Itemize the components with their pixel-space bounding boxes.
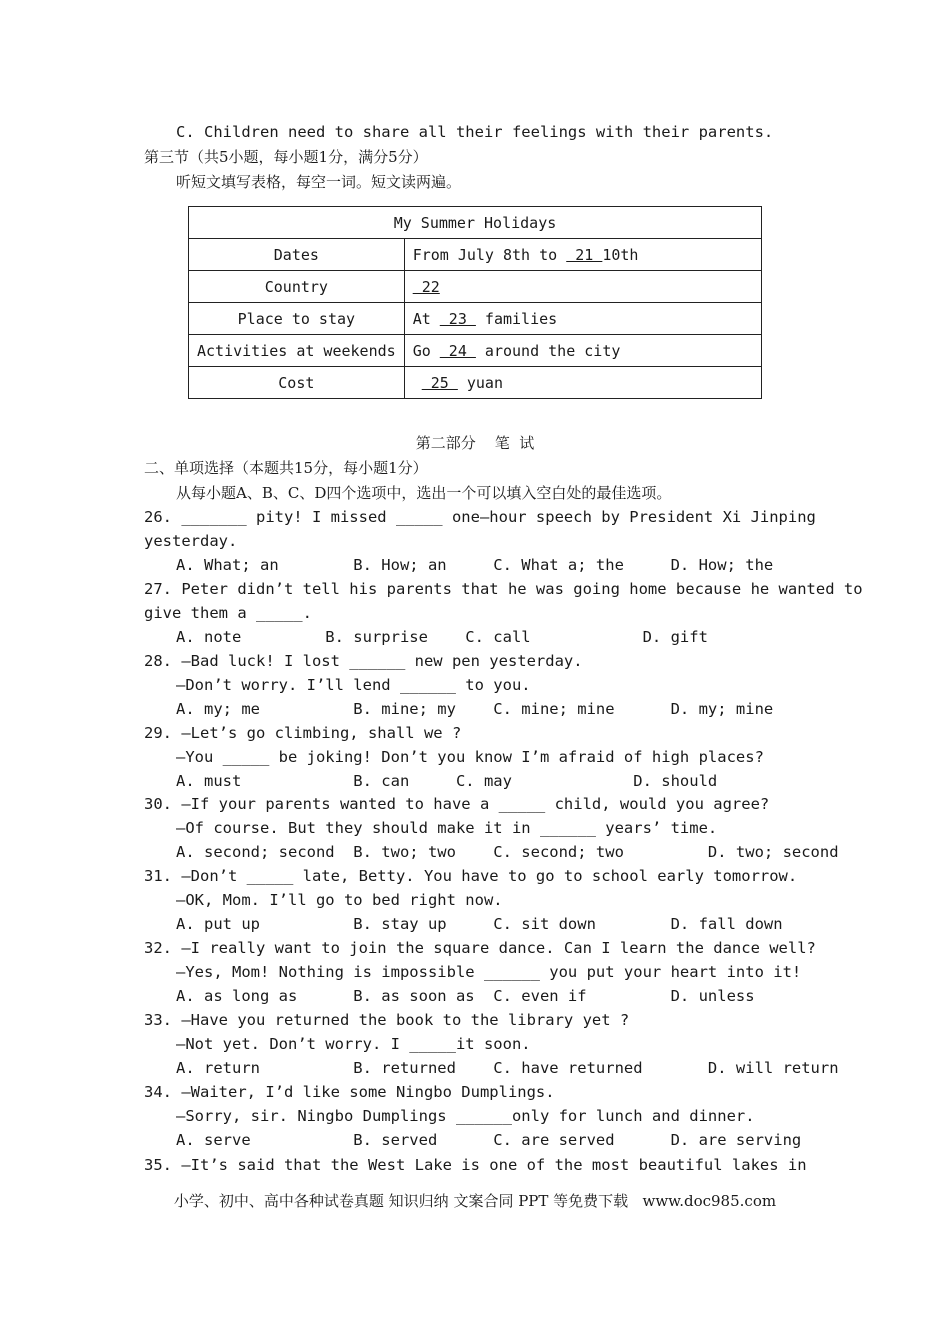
question-33-options: A. return B. returned C. have returned D. will return (176, 1059, 839, 1077)
row-value: 25 yuan (404, 367, 761, 399)
question-28: 28. —Bad luck! I lost ______ new pen yesterday. (144, 652, 583, 670)
question-31: 31. —Don’t _____ late, Betty. You have to go to school early tomorrow. (144, 867, 798, 885)
table-row (189, 367, 762, 399)
row-label: Dates (189, 239, 405, 271)
table-row (189, 303, 762, 335)
table-row (189, 239, 762, 271)
question-33-reply: —Not yet. Don’t worry. I _____it soon. (176, 1035, 531, 1053)
answer-blank: 23 (439, 309, 476, 328)
summer-holidays-table (188, 206, 762, 399)
question-32-options: A. as long as B. as soon as C. even if D. unless (176, 987, 755, 1005)
row-value: At 23 families (404, 303, 761, 335)
answer-blank: 25 (421, 373, 458, 392)
question-28-reply: —Don’t worry. I’ll lend ______ to you. (176, 676, 531, 694)
section3-heading: 第三节（共5小题，每小题1分，满分5分） (144, 148, 428, 166)
section3-instruction: 听短文填写表格，每空一词。短文读两遍。 (176, 173, 462, 191)
question-29-reply: —You _____ be joking! Don’t you know I’m afraid of high places? (176, 748, 764, 766)
question-28-options: A. my; me B. mine; my C. mine; mine D. my; mine (176, 700, 774, 718)
row-label: Cost (189, 367, 405, 399)
question-31-reply: —OK, Mom. I’ll go to bed right now. (176, 891, 503, 909)
question-30-reply: —Of course. But they should make it in ______ years’ time. (176, 819, 718, 837)
question-34-options: A. serve B. served C. are served D. are serving (176, 1131, 802, 1149)
question-26-options: A. What; an B. How; an C. What a; the D. How; the (176, 556, 774, 574)
question-30-options: A. second; second B. two; two C. second; two D. two; second (176, 843, 839, 861)
question-35: 35. —It’s said that the West Lake is one of the most beautiful lakes in (144, 1156, 807, 1174)
question-27-options: A. note B. surprise C. call D. gift (176, 628, 708, 646)
table-row (189, 335, 762, 367)
question-26-cont: yesterday. (144, 532, 238, 550)
question-34: 34. —Waiter, I’d like some Ningbo Dumplings. (144, 1083, 555, 1101)
row-label: Activities at weekends (189, 335, 405, 367)
question-26: 26. _______ pity! I missed _____ one—hour speech by President Xi Jinping (144, 508, 816, 526)
question-31-options: A. put up B. stay up C. sit down D. fall down (176, 915, 783, 933)
option-c-line: C. Children need to share all their feelings with their parents. (176, 123, 774, 141)
row-value: From July 8th to 21 10th (404, 239, 761, 271)
question-27: 27. Peter didn’t tell his parents that he was going home because he wanted to (144, 580, 863, 598)
answer-blank: 24 (439, 341, 476, 360)
mc-instruction: 从每小题A、B、C、D四个选项中，选出一个可以填入空白处的最佳选项。 (176, 484, 672, 502)
answer-blank: 21 (566, 245, 603, 264)
question-30: 30. —If your parents wanted to have a _____ child, would you agree? (144, 795, 770, 813)
row-value: Go 24 around the city (404, 335, 761, 367)
mc-section-heading: 二、单项选择（本题共15分，每小题1分） (144, 459, 428, 477)
answer-blank: 22 (412, 277, 440, 296)
page-footer: 小学、初中、高中各种试卷真题 知识归纳 文案合同 PPT 等免费下载 www.doc985.com (173, 1192, 777, 1210)
row-label: Country (189, 271, 405, 303)
row-label: Place to stay (189, 303, 405, 335)
question-32: 32. —I really want to join the square dance. Can I learn the dance well? (144, 939, 816, 957)
question-34-reply: —Sorry, sir. Ningbo Dumplings ______only for lunch and dinner. (176, 1107, 755, 1125)
question-29: 29. —Let’s go climbing, shall we ? (144, 724, 462, 742)
table-title: My Summer Holidays (189, 207, 762, 239)
part2-title: 第二部分 笔 试 (415, 434, 535, 452)
question-27-cont: give them a _____. (144, 604, 312, 622)
question-29-options: A. must B. can C. may D. should (176, 772, 718, 790)
question-33: 33. —Have you returned the book to the library yet ? (144, 1011, 630, 1029)
question-32-reply: —Yes, Mom! Nothing is impossible ______ you put your heart into it! (176, 963, 802, 981)
table-row (189, 271, 762, 303)
row-value (404, 271, 761, 303)
